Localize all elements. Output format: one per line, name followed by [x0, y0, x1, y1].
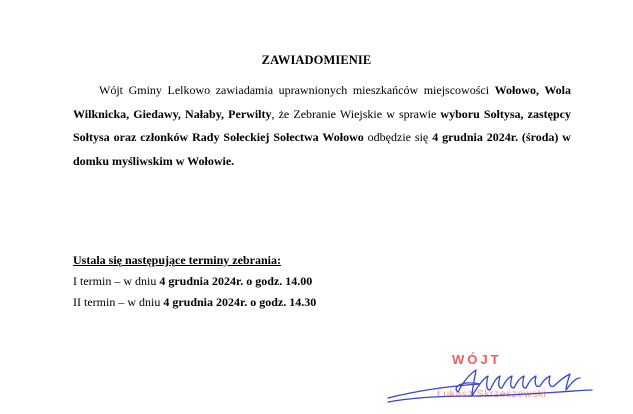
paragraph-text-2: , że Zebranie Wiejskie w sprawie — [271, 106, 441, 121]
notice-title: ZAWIADOMIENIE — [261, 53, 372, 67]
handwritten-signature-icon — [380, 350, 610, 414]
stamp-title: WÓJT — [452, 352, 502, 367]
villages-list: Wołowo, Wola Wilknicka, Giedawy, Nałaby, Perwilty — [73, 83, 571, 121]
schedule-item-time: 4 grudnia 2024r. o godz. 14.00 — [159, 274, 313, 288]
schedule-item-prefix: I termin – w dniu — [73, 274, 160, 288]
schedule-heading: Ustala się następujące terminy zebrania: — [73, 253, 281, 267]
schedule-item-prefix: II termin – w dniu — [73, 295, 164, 309]
meeting-date-place: 4 grudnia 2024r. (środa) w domku myśliwskim w Wołowie. — [73, 130, 571, 168]
schedule-item-time: 4 grudnia 2024r. o godz. 14.30 — [163, 295, 317, 309]
schedule-item-second — [73, 292, 473, 313]
schedule-item-first — [73, 271, 473, 292]
notice-paragraph — [73, 79, 571, 173]
meeting-subject: wyboru Sołtysa, zastępcy Sołtysa oraz członków Rady Sołeckiej Sołectwa Wołowo — [73, 106, 571, 144]
paragraph-text-3: odbędzie się — [363, 130, 433, 144]
stamp-name: Łukasz Skrzeszewski — [437, 388, 547, 400]
paragraph-text-1: Wójt Gminy Lelkowo zawiadamia uprawnionych mieszkańców miejscowości — [99, 83, 495, 97]
schedule-section — [73, 250, 473, 313]
official-stamp — [380, 350, 610, 414]
